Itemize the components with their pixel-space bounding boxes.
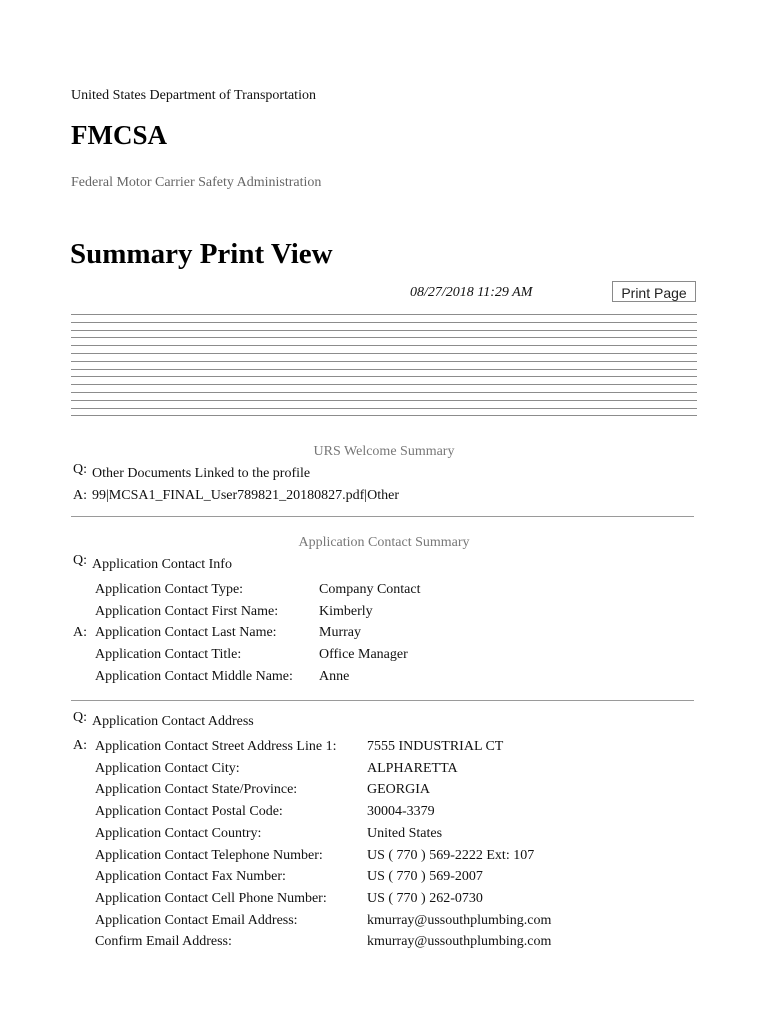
- divider: [71, 700, 694, 701]
- info-value: Office Manager: [319, 647, 408, 663]
- question-marker: Q:: [73, 710, 87, 725]
- address-label: Confirm Email Address:: [95, 934, 232, 950]
- contact-info-question: Application Contact Info: [92, 557, 232, 572]
- address-value: 7555 INDUSTRIAL CT: [367, 739, 504, 754]
- agency-name: United States Department of Transportation: [71, 88, 316, 103]
- address-label: Application Contact Cell Phone Number:: [95, 890, 327, 906]
- divider: [71, 516, 694, 517]
- info-value: Murray: [319, 625, 361, 641]
- address-label: Application Contact Fax Number:: [95, 869, 286, 885]
- urs-answer: 99|MCSA1_FINAL_User789821_20180827.pdf|Other: [92, 488, 399, 503]
- decorative-rules: [71, 314, 697, 423]
- brand-title: FMCSA: [71, 120, 167, 150]
- address-label: Application Contact Country:: [95, 825, 262, 841]
- address-value: kmurray@ussouthplumbing.com: [367, 934, 552, 950]
- address-value: ALPHARETTA: [367, 760, 458, 776]
- address-value: US ( 770 ) 262-0730: [367, 890, 483, 906]
- answer-marker: A:: [73, 625, 87, 640]
- timestamp: 08/27/2018 11:29 AM: [410, 285, 533, 300]
- address-value: kmurray@ussouthplumbing.com: [367, 912, 552, 928]
- info-label: Application Contact Type:: [95, 582, 244, 597]
- address-value: US ( 770 ) 569-2222 Ext: 107: [367, 847, 535, 863]
- info-value: Company Contact: [319, 582, 421, 597]
- address-value: US ( 770 ) 569-2007: [367, 869, 483, 885]
- address-label: Application Contact Street Address Line 1:: [95, 739, 337, 754]
- brand-fullname: Federal Motor Carrier Safety Administration: [71, 175, 322, 190]
- answer-marker: A:: [73, 738, 87, 753]
- address-label: Application Contact State/Province:: [95, 782, 298, 798]
- info-value: Kimberly: [319, 603, 373, 619]
- address-label: Application Contact Telephone Number:: [95, 847, 323, 863]
- answer-marker: A:: [73, 488, 87, 503]
- info-label: Application Contact First Name:: [95, 603, 279, 619]
- address-value: United States: [367, 825, 443, 841]
- address-label: Application Contact City:: [95, 760, 240, 776]
- address-label: Application Contact Email Address:: [95, 912, 298, 928]
- contact-address-question: Application Contact Address: [92, 714, 254, 729]
- info-label: Application Contact Middle Name:: [95, 668, 293, 684]
- question-marker: Q:: [73, 553, 87, 568]
- address-label: Application Contact Postal Code:: [95, 804, 283, 820]
- print-page-button[interactable]: Print Page: [612, 281, 696, 302]
- address-value: GEORGIA: [367, 782, 430, 798]
- address-value: 30004-3379: [367, 804, 435, 820]
- question-marker: Q:: [73, 462, 87, 477]
- section-title-contact: Application Contact Summary: [298, 535, 470, 550]
- urs-question: Other Documents Linked to the profile: [92, 466, 311, 481]
- info-value: Anne: [319, 668, 350, 684]
- info-label: Application Contact Last Name:: [95, 625, 277, 641]
- info-label: Application Contact Title:: [95, 647, 242, 663]
- section-title-urs: URS Welcome Summary: [313, 444, 455, 459]
- page-title: Summary Print View: [70, 238, 333, 270]
